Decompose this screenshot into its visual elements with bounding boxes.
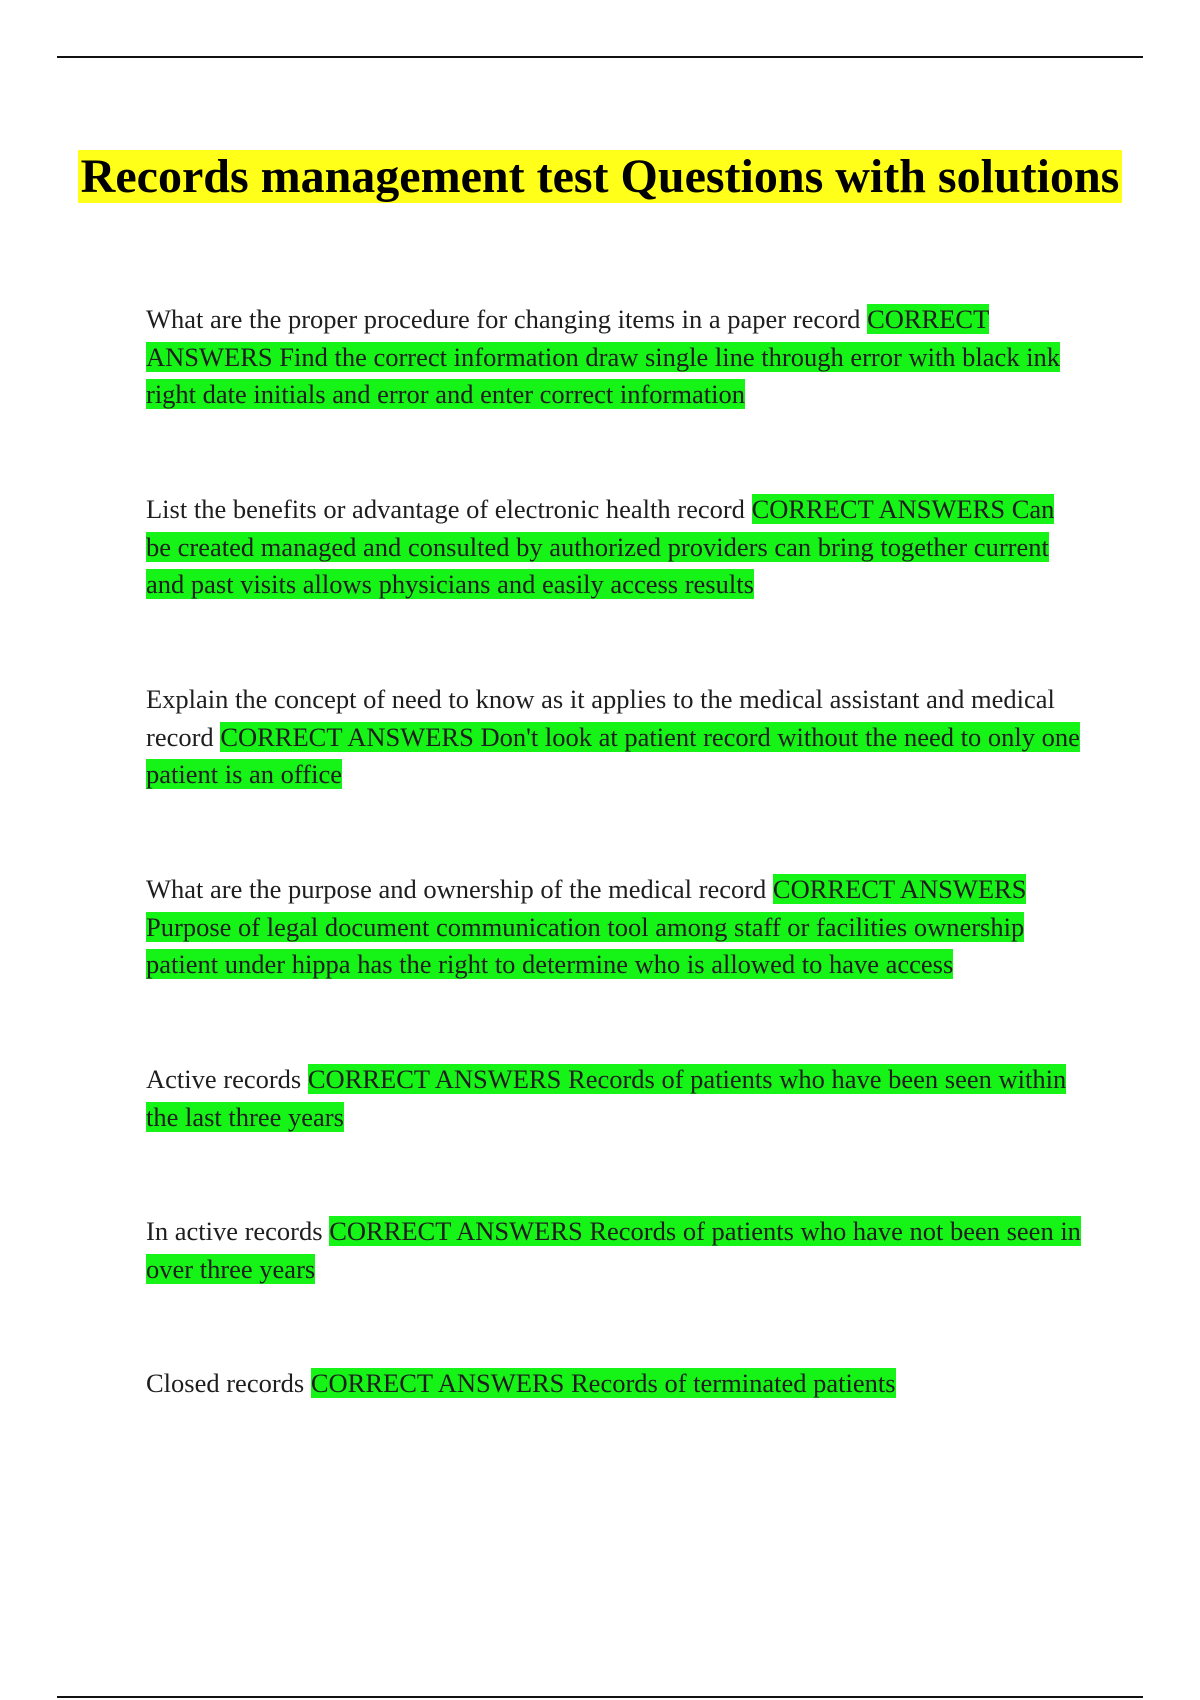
qa-item — [146, 1061, 1086, 1136]
answer-text: CORRECT ANSWERS Find the correct information draw single line through error with black ink right date initials and error and enter correct information — [146, 304, 1061, 409]
question-text: Explain the concept of need to know as it applies to the medical assistant and medical record — [146, 684, 1055, 752]
qa-item — [146, 871, 1086, 984]
qa-item — [146, 1213, 1086, 1288]
question-text: What are the proper procedure for changing items in a paper record — [146, 304, 861, 334]
header-rule — [57, 56, 1143, 58]
answer-text: CORRECT ANSWERS Records of terminated patients — [310, 1368, 896, 1398]
answer-text: CORRECT ANSWERS Purpose of legal document communication tool among staff or facilities ownership patient under hippa has the right to determine who is allowed to have access — [146, 874, 1027, 979]
question-text: Active records — [146, 1064, 302, 1094]
answer-text: CORRECT ANSWERS Don't look at patient record without the need to only one patient is an office — [146, 721, 1080, 789]
qa-item — [146, 1365, 1086, 1403]
qa-item — [146, 681, 1086, 794]
question-text: Closed records — [146, 1368, 305, 1398]
question-text: List the benefits or advantage of electronic health record — [146, 494, 745, 524]
qa-item — [146, 301, 1086, 414]
answer-text: CORRECT ANSWERS Can be created managed and consulted by authorized providers can bring together current and past visits allows physicians and easily access results — [146, 494, 1055, 599]
qa-item — [146, 491, 1086, 604]
footer-rule — [57, 1696, 1143, 1698]
question-text: What are the purpose and ownership of the medical record — [146, 874, 767, 904]
answer-text: CORRECT ANSWERS Records of patients who have been seen within the last three years — [146, 1064, 1067, 1132]
question-text: In active records — [146, 1216, 323, 1246]
answer-text: CORRECT ANSWERS Records of patients who have not been seen in over three years — [146, 1216, 1081, 1284]
document-title-text: Records management test Questions with solutions — [78, 150, 1123, 203]
document-title — [60, 142, 1140, 211]
